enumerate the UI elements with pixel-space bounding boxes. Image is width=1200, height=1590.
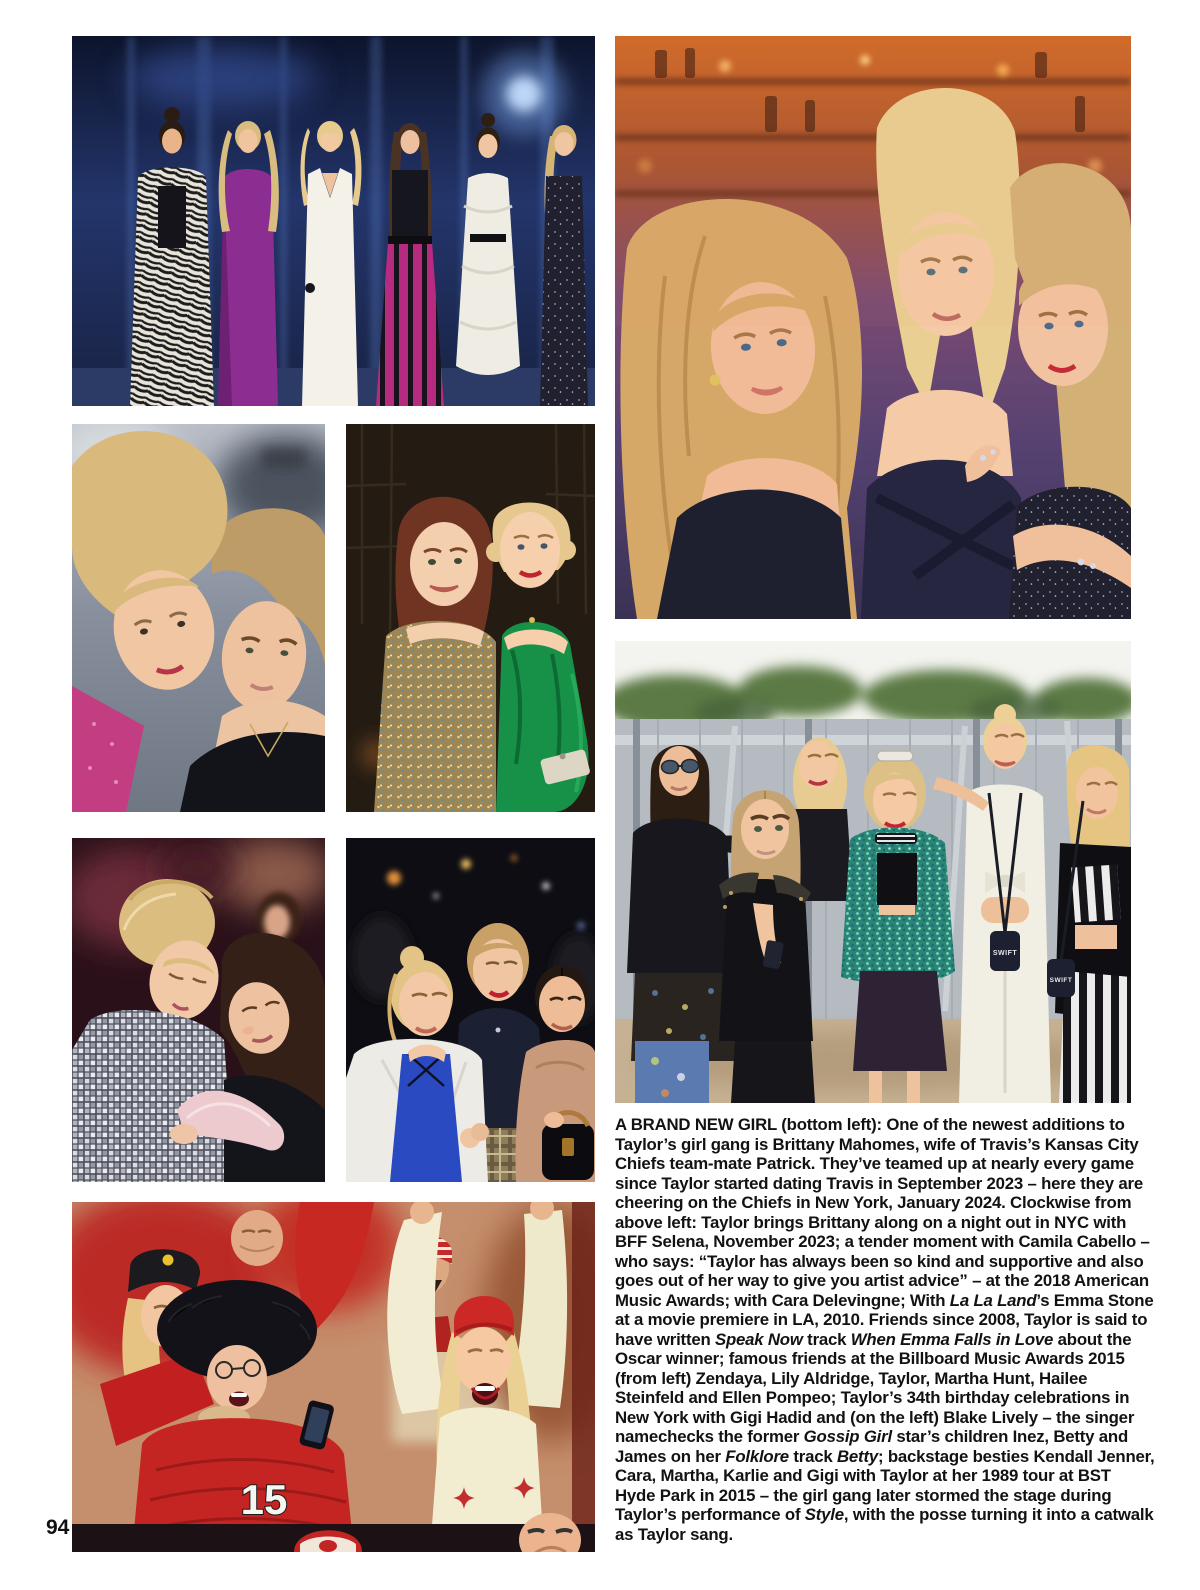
photo-camila-moment (72, 838, 325, 1182)
tour-badge-text-2: SWIFT (1049, 977, 1073, 984)
photo-taylor-cara-selfie-illustration (72, 424, 325, 812)
photo-chiefs-game-illustration (72, 1202, 595, 1552)
photo-nyc-night-out-illustration (346, 838, 595, 1182)
photo-chiefs-game (72, 1202, 595, 1552)
photo-camila-moment-illustration (72, 838, 325, 1182)
photo-1989-backstage-illustration (615, 641, 1131, 1103)
photo-taylor-cara-selfie (72, 424, 325, 812)
photo-blake-gigi-taylor (615, 36, 1131, 619)
photo-1989-backstage (615, 641, 1131, 1103)
photo-billboard-awards-2015 (72, 36, 595, 406)
photo-billboard-awards-2015-illustration (72, 36, 595, 406)
photo-emma-stone-premiere (346, 424, 595, 812)
photo-blake-gigi-taylor-illustration (615, 36, 1131, 619)
page-number: 94 (46, 1516, 70, 1539)
jersey-number: 15 (240, 1476, 288, 1523)
tour-badge-text: SWIFT (992, 950, 1018, 957)
caption-text: A BRAND NEW GIRL (bottom left): One of the newest additions to Taylor’s girl gang is Brittany Mahomes, wife of Travis’s Kansas City Chiefs team-mate Patrick. They’ve teamed up at nearly every game since Taylor started dating Travis in September 2023 – here they are cheering on the Chiefs in New York, January 2024. Clockwise from above left: Taylor brings Brittany along on a night out in NYC with BFF Selena, November 2023; a tender moment with Camila Cabello – who says: “Taylor has always been so kind and supportive and also goes out of her way to give you artist advice” – at the 2018 American Music Awards; with Cara Delevingne; With La La Land’s Emma Stone at a movie premiere in LA, 2010. Friends since 2008, Taylor is said to have written Speak Now track When Emma Falls in Love about the Oscar winner; famous friends at the Billboard Music Awards 2015 (from left) Zendaya, Lily Aldridge, Taylor, Martha Hunt, Hailee Steinfeld and Ellen Pompeo; Taylor’s 34th birthday celebrations in New York with Gigi Hadid and (on the left) Blake Lively – the singer namechecks the former Gossip Girl star’s children Inez, Betty and James on her Folklore track Betty; backstage besties Kendall Jenner, Cara, Martha, Karlie and Gigi with Taylor at her 1989 tour at BST Hyde Park in 2015 – the girl gang later stormed the stage during Taylor’s performance of Style, with the posse turning it into a catwalk as Taylor sang. (615, 1115, 1155, 1544)
caption-block (615, 1115, 1155, 1544)
photo-emma-stone-premiere-illustration (346, 424, 595, 812)
photo-nyc-night-out (346, 838, 595, 1182)
